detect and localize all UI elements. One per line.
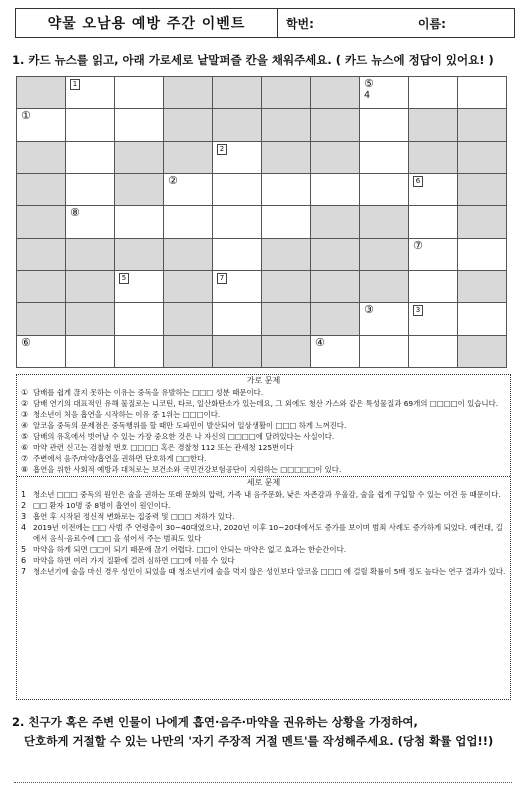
clue-number: 5 <box>119 273 129 284</box>
down-title: 세로 문제 <box>17 476 510 489</box>
question-1 <box>12 52 494 68</box>
clue-item-text: 담배를 쉽게 끊지 못하는 이유는 중독을 유발하는 □□□ 성분 때문이다. <box>33 388 264 397</box>
crossword-cell[interactable] <box>115 77 164 109</box>
crossword-cell[interactable] <box>66 142 115 174</box>
crossword-cell[interactable] <box>66 109 115 141</box>
crossword-cell[interactable] <box>262 206 311 238</box>
crossword-cell[interactable] <box>360 77 409 109</box>
crossword-cell[interactable] <box>213 303 262 335</box>
clue-number: 3 <box>413 305 423 316</box>
question-2-line1: 친구가 혹은 주변 인물이 나에게 흡연·음주·마약을 권유하는 상황을 가정하여, <box>28 715 418 729</box>
blocked-cell <box>409 109 458 141</box>
crossword-cell[interactable] <box>66 174 115 206</box>
clue-item-text: 청소년 □□□ 중독의 원인은 술을 권하는 또래 문화의 압력, 가족 내 음주문화, 낮은 자존감과 우울감, 술을 쉽게 구입할 수 있는 여건 등 때문이다. <box>33 490 501 499</box>
across-title: 가로 문제 <box>246 376 281 385</box>
clue-item-number: ④ <box>21 421 29 430</box>
blocked-cell <box>66 271 115 303</box>
crossword-cell[interactable] <box>213 206 262 238</box>
crossword-cell[interactable] <box>213 174 262 206</box>
clue-item-number: 1 <box>21 490 27 499</box>
blocked-cell <box>17 271 66 303</box>
clue-number: 7 <box>217 273 227 284</box>
clue-item-number: 5 <box>21 545 27 554</box>
crossword-cell[interactable] <box>164 174 213 206</box>
crossword-cell[interactable] <box>458 239 507 271</box>
crossword-cell[interactable] <box>115 109 164 141</box>
crossword-cell[interactable] <box>311 174 360 206</box>
clue-item <box>21 409 506 420</box>
clue-item <box>21 566 506 577</box>
clue-item-text: 주변에서 음주/마약/흡연을 권하면 단호하게 □□한다. <box>33 454 207 463</box>
question-1-number: 1. <box>12 53 25 67</box>
clue-item <box>21 398 506 409</box>
clue-item-text: □□ 환자 10명 중 8명이 흡연이 원인이다. <box>33 501 171 510</box>
crossword-cell[interactable] <box>409 336 458 368</box>
blocked-cell <box>17 142 66 174</box>
clue-item-number: 7 <box>21 567 27 576</box>
blocked-cell <box>458 142 507 174</box>
blocked-cell <box>311 271 360 303</box>
blocked-cell <box>164 271 213 303</box>
clue-item <box>21 544 506 555</box>
crossword-cell[interactable] <box>409 206 458 238</box>
clue-item <box>21 489 506 500</box>
crossword-cell[interactable] <box>213 142 262 174</box>
clue-item-number: ⑥ <box>21 443 29 452</box>
clue-number: ⑧ <box>70 206 80 220</box>
crossword-cell[interactable] <box>360 336 409 368</box>
blocked-cell <box>311 77 360 109</box>
blocked-cell <box>213 77 262 109</box>
blocked-cell <box>262 109 311 141</box>
clue-item <box>21 387 506 398</box>
down-clues <box>21 489 506 577</box>
blocked-cell <box>360 239 409 271</box>
blocked-cell <box>164 142 213 174</box>
blocked-cell <box>458 206 507 238</box>
blocked-cell <box>311 239 360 271</box>
clue-number: ⑥ <box>21 335 31 349</box>
answer-line[interactable] <box>14 782 512 783</box>
question-2-number: 2. <box>12 715 25 729</box>
clue-item <box>21 431 506 442</box>
blocked-cell <box>213 109 262 141</box>
crossword-cell[interactable] <box>311 336 360 368</box>
crossword-cell[interactable] <box>409 271 458 303</box>
clue-item-text: 흡연 후 시작된 정신적 변화로는 집중력 및 □□□ 저하가 있다. <box>33 512 235 521</box>
crossword-cell[interactable] <box>262 174 311 206</box>
clue-item-text: 담배의 유혹에서 벗어날 수 있는 가장 중요한 것은 나 자신의 □□□□에 달려있다는 사실이다. <box>33 432 335 441</box>
crossword-cell[interactable] <box>115 336 164 368</box>
clue-item-text: 마약을 하면 여러 가지 질환에 걸려 심하면 □□에 이를 수 있다 <box>33 556 235 565</box>
blocked-cell <box>66 239 115 271</box>
blocked-cell <box>360 206 409 238</box>
crossword-cell[interactable] <box>66 336 115 368</box>
blocked-cell <box>115 239 164 271</box>
clue-number: ① <box>21 109 31 123</box>
crossword-cell[interactable] <box>409 77 458 109</box>
clue-item <box>21 442 506 453</box>
blocked-cell <box>458 174 507 206</box>
blocked-cell <box>262 336 311 368</box>
clue-box <box>16 374 511 700</box>
clue-item-number: ② <box>21 399 29 408</box>
student-info <box>278 9 514 37</box>
blocked-cell <box>262 142 311 174</box>
clue-item-text: 마약 관련 신고는 검찰청 번호 □□□□ 혹은 경찰청 112 또는 관세청 125번이다 <box>33 443 294 452</box>
clue-item-text: 2019년 이전에는 □□ 사범 주 연령층이 30~40대였으나, 2020년 이후 10~20대에서도 증가를 보이며 범죄 사례도 증가하게 되었다. 예컨대, 길에서 음식·음료수에 □□ 을 섞어서 주는 범죄도 있다 <box>33 523 503 543</box>
crossword-cell[interactable] <box>115 206 164 238</box>
clue-number: ⑦ <box>413 238 423 252</box>
blocked-cell <box>164 77 213 109</box>
clue-item-text: 마약을 하게 되면 □□이 되기 때문에 끊기 어렵다. □□이 안되는 마약은 없고 효과는 한순간이다. <box>33 545 347 554</box>
crossword-cell[interactable] <box>17 109 66 141</box>
blocked-cell <box>311 303 360 335</box>
clue-number: 4 <box>364 90 371 101</box>
blocked-cell <box>311 142 360 174</box>
question-1-text: 카드 뉴스를 읽고, 아래 가로세로 낱말퍼즐 칸을 채워주세요. ( 카드 뉴스에 정답이 있어요! ) <box>28 53 494 67</box>
question-2 <box>12 713 512 751</box>
clue-item-text: 알코올 중독의 문제점은 중독행위를 할 때만 도파민이 발산되어 일상생활이 □□□ 하게 느껴진다. <box>33 421 347 430</box>
page-title: 약물 오남용 예방 주간 이벤트 <box>16 9 278 37</box>
clue-item <box>21 500 506 511</box>
clue-number: ② <box>168 173 178 187</box>
crossword-cell[interactable] <box>66 77 115 109</box>
crossword-cell[interactable] <box>164 206 213 238</box>
clue-item <box>21 453 506 464</box>
crossword-cell[interactable] <box>409 303 458 335</box>
crossword-cell[interactable] <box>360 303 409 335</box>
crossword-cell[interactable] <box>213 239 262 271</box>
clue-number: 1 <box>70 79 80 90</box>
blocked-cell <box>115 174 164 206</box>
clue-item-number: 4 <box>21 523 27 532</box>
student-id-label: 학번: <box>285 16 314 31</box>
blocked-cell <box>17 77 66 109</box>
blocked-cell <box>213 336 262 368</box>
crossword-cell[interactable] <box>458 77 507 109</box>
blocked-cell <box>164 109 213 141</box>
clue-item-number: ③ <box>21 410 29 419</box>
clue-number: ③ <box>364 303 374 317</box>
clue-item <box>21 420 506 431</box>
blocked-cell <box>164 239 213 271</box>
crossword-cell[interactable] <box>360 142 409 174</box>
blocked-cell <box>164 303 213 335</box>
clue-item-number: ⑧ <box>21 465 29 474</box>
blocked-cell <box>311 109 360 141</box>
across-clues <box>21 387 506 475</box>
clue-item-number: ① <box>21 388 29 397</box>
crossword-cell[interactable] <box>115 271 164 303</box>
crossword-grid <box>16 76 507 368</box>
blocked-cell <box>17 303 66 335</box>
blocked-cell <box>360 271 409 303</box>
blocked-cell <box>17 239 66 271</box>
name-label: 이름: <box>417 16 446 31</box>
blocked-cell <box>115 142 164 174</box>
clue-item-number: 2 <box>21 501 27 510</box>
clue-number: 6 <box>413 176 423 187</box>
crossword-cell[interactable] <box>360 174 409 206</box>
clue-number: ④ <box>315 335 325 349</box>
clue-item <box>21 464 506 475</box>
crossword-cell[interactable] <box>17 336 66 368</box>
clue-item-number: 6 <box>21 556 27 565</box>
blocked-cell <box>17 174 66 206</box>
blocked-cell <box>458 271 507 303</box>
clue-item-number: ⑦ <box>21 454 29 463</box>
blocked-cell <box>409 142 458 174</box>
clue-item <box>21 522 506 544</box>
crossword-cell[interactable] <box>66 206 115 238</box>
clue-item-text: 흡연을 위한 사회적 예방과 대처로는 보건소와 국민건강보험공단이 지원하는 □□□□□이 있다. <box>33 465 342 474</box>
blocked-cell <box>458 109 507 141</box>
crossword-cell[interactable] <box>409 239 458 271</box>
clue-number: 2 <box>217 144 227 155</box>
blocked-cell <box>262 239 311 271</box>
header-table <box>15 8 515 38</box>
clue-item-text: 담배 연기의 대표적인 유해 물질로는 니코틴, 타르, 일산화탄소가 있는데요, 그 외에도 청산 가스와 같은 특성물질과 69개의 □□□□이 있습니다. <box>33 399 499 408</box>
blocked-cell <box>17 206 66 238</box>
blocked-cell <box>262 303 311 335</box>
crossword-cell[interactable] <box>458 303 507 335</box>
crossword-cell[interactable] <box>409 174 458 206</box>
question-2-line2: 단호하게 거절할 수 있는 나만의 '자기 주장적 거절 멘트'를 작성해주세요. (당첨 확률 업업!!) <box>24 734 494 748</box>
blocked-cell <box>458 336 507 368</box>
blocked-cell <box>262 77 311 109</box>
clue-item-text: 청소년기에 술을 마신 경우 성인이 되었을 때 청소년기에 술을 먹지 않은 성인보다 알코올 □□□ 에 걸릴 확률이 5배 정도 높다는 연구 결과가 있다. <box>33 567 506 576</box>
clue-item <box>21 555 506 566</box>
clue-item-text: 청소년이 처음 흡연을 시작하는 이유 중 1위는 □□□이다. <box>33 410 221 419</box>
clue-item-number: 3 <box>21 512 27 521</box>
blocked-cell <box>311 206 360 238</box>
clue-item <box>21 511 506 522</box>
crossword-cell[interactable] <box>360 109 409 141</box>
crossword-cell[interactable] <box>213 271 262 303</box>
blocked-cell <box>262 271 311 303</box>
crossword-cell[interactable] <box>115 303 164 335</box>
clue-number: ⑤ <box>364 77 374 90</box>
clue-item-number: ⑤ <box>21 432 29 441</box>
blocked-cell <box>66 303 115 335</box>
blocked-cell <box>164 336 213 368</box>
